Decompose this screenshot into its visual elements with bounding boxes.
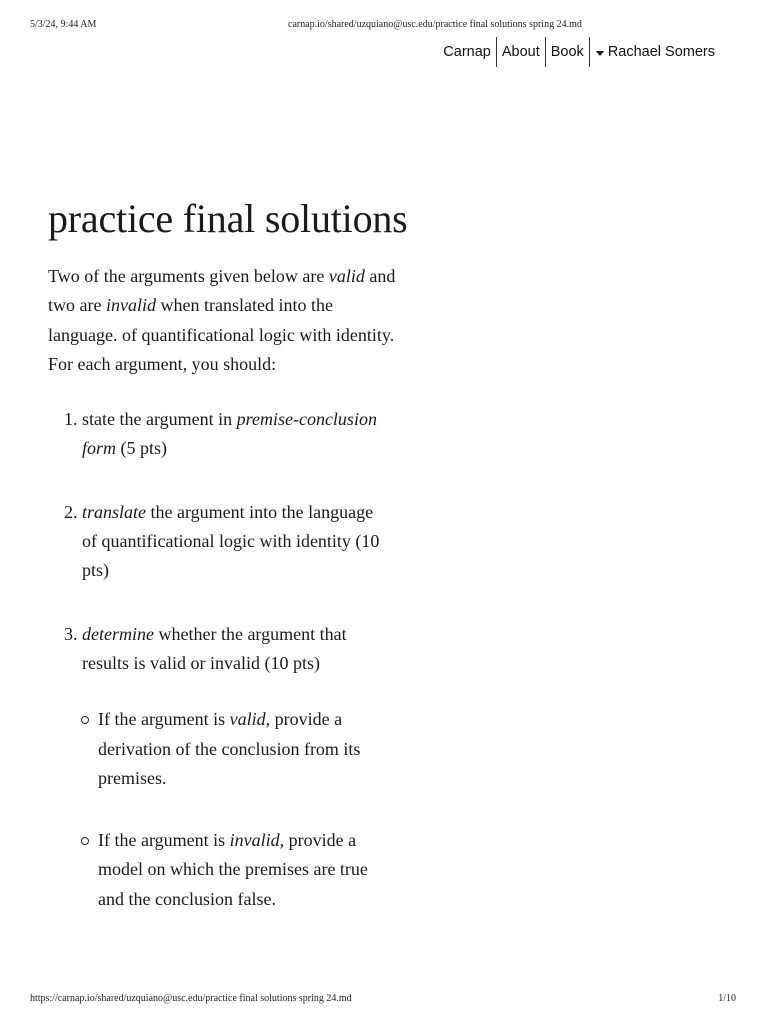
circle-bullet-icon — [81, 716, 89, 724]
instruction-emphasis: determine — [82, 623, 154, 644]
print-date: 5/3/24, 9:44 AM — [30, 19, 97, 30]
nav-link-about[interactable]: About — [501, 44, 540, 60]
sub-instructions-list — [82, 705, 378, 914]
top-nav — [438, 37, 720, 67]
instruction-item — [82, 405, 392, 464]
sub-instruction-text: provide a derivation of the conclusion from its premises. — [98, 709, 361, 788]
intro-text: and two are — [48, 266, 396, 316]
sub-instruction-item — [98, 705, 378, 793]
sub-instruction-text: If the argument is — [98, 830, 230, 851]
sub-instruction-emphasis: valid, — [229, 709, 271, 730]
intro-text: Two of the arguments given below are — [48, 266, 329, 286]
intro-text: when translated into the language. of quantificational logic with identity. For each argument, you should: — [48, 295, 395, 374]
instructions-list — [48, 405, 392, 914]
sub-instruction-item — [98, 826, 378, 914]
main-content — [48, 190, 408, 947]
intro-emphasis-valid: valid — [328, 266, 365, 286]
instruction-emphasis: translate — [82, 501, 147, 522]
instruction-text: the argument into the language of quantificational logic with identity (10 pts) — [82, 501, 380, 581]
intro-paragraph — [48, 262, 404, 379]
user-menu-dropdown[interactable] — [590, 37, 720, 67]
print-footer — [0, 993, 768, 1007]
user-name: Rachael Somers — [607, 44, 715, 60]
print-url: https://carnap.io/shared/uzquiano@usc.edu/practice final solutions spring 24.md — [30, 993, 352, 1004]
nav-link-book[interactable]: Book — [550, 44, 584, 60]
caret-down-icon — [596, 51, 604, 56]
intro-emphasis-invalid: invalid — [105, 295, 156, 316]
print-header — [0, 19, 768, 33]
nav-link-carnap[interactable]: Carnap — [443, 44, 491, 60]
circle-bullet-icon — [81, 837, 89, 845]
instruction-text: whether the argument that results is valid or invalid (10 pts) — [82, 623, 347, 673]
page-title: practice final solutions — [48, 196, 408, 241]
sub-instruction-text: If the argument is — [98, 709, 230, 730]
print-page-title: carnap.io/shared/uzquiano@usc.edu/practice final solutions spring 24.md — [288, 19, 582, 30]
sub-instruction-emphasis: invalid, — [229, 830, 285, 851]
instruction-text: state the argument in — [82, 409, 237, 430]
instruction-emphasis: premise-conclusion form — [82, 409, 377, 459]
instruction-item — [82, 498, 392, 586]
sub-instruction-text: provide a model on which the premises are true and the conclusion false. — [98, 830, 368, 909]
instruction-text: (5 pts) — [116, 438, 168, 459]
page-number: 1/10 — [718, 993, 736, 1004]
instruction-item — [82, 620, 392, 914]
